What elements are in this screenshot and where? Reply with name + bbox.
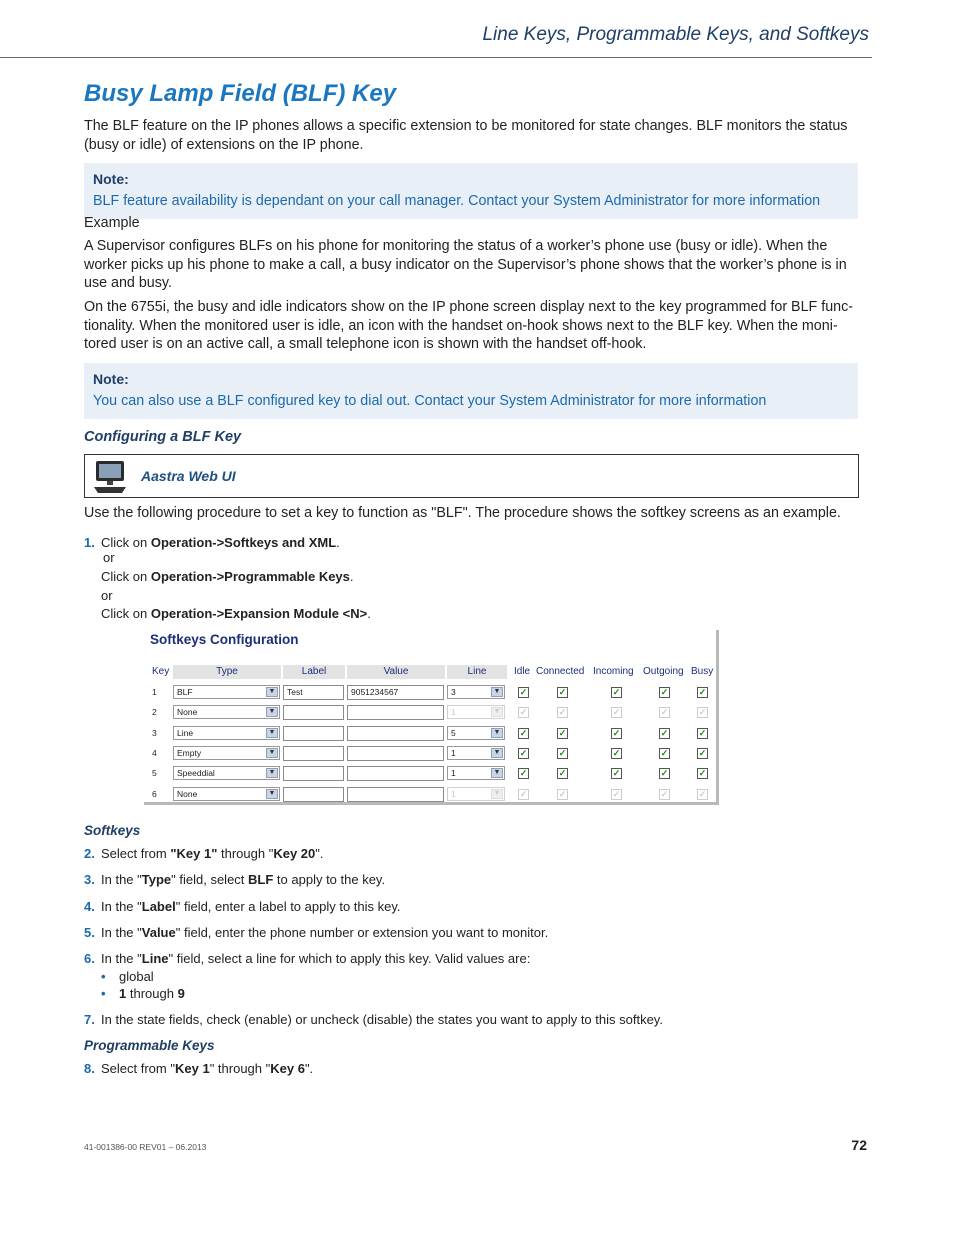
step-text: In the " [101, 872, 142, 887]
bullet-item [101, 986, 185, 1001]
incoming-checkbox[interactable]: ✓ [612, 727, 621, 738]
connected-checkbox[interactable]: ✓ [558, 687, 567, 697]
step-text: " field, select [171, 872, 249, 887]
incoming-checkbox[interactable]: ✓ [612, 768, 621, 779]
chevron-down-icon: ▼ [491, 748, 503, 758]
intro-paragraph: The BLF feature on the IP phones allows a specific extension to be monitored for state changes. BLF monitors the status (busy or idle) of extensions on the IP phone. [84, 118, 848, 153]
step-1-alt-c [101, 606, 371, 622]
step-text: through " [217, 846, 274, 861]
label-input[interactable] [283, 787, 344, 802]
busy-checkbox[interactable]: ✓ [698, 747, 707, 758]
col-header-key: Key [152, 666, 170, 677]
incoming-checkbox: ✓ [612, 788, 621, 799]
note-box-2 [84, 363, 858, 419]
section-title: Busy Lamp Field (BLF) Key [84, 80, 397, 107]
type-select[interactable]: None ▼ [173, 787, 280, 801]
busy-checkbox: ✓ [698, 788, 707, 799]
step-number: 1. [84, 535, 95, 550]
bullet-text: through [126, 986, 178, 1001]
step-text: Click on [101, 535, 151, 550]
value-input[interactable] [347, 705, 444, 720]
idle-checkbox: ✓ [519, 707, 528, 718]
value-input[interactable] [347, 726, 444, 741]
idle-checkbox[interactable]: ✓ [519, 687, 528, 697]
step-text: Click on [101, 606, 151, 621]
busy-checkbox[interactable]: ✓ [698, 768, 707, 779]
footer-doc-id: 41-001386-00 REV01 – 06.2013 [84, 1142, 207, 1152]
step-number: 6. [84, 951, 95, 966]
step-bold: Label [141, 899, 176, 914]
step-8 [84, 1061, 313, 1077]
step-bold: Type [141, 872, 172, 887]
connected-checkbox[interactable]: ✓ [558, 727, 567, 738]
key-number: 2 [152, 707, 157, 718]
step-bold: Key 1 [174, 1061, 210, 1076]
procedure-intro: Use the following procedure to set a key to function as "BLF". The procedure shows the softkey screens as an example. [84, 505, 841, 521]
running-header: Line Keys, Programmable Keys, and Softkeys [482, 24, 869, 45]
type-select[interactable]: Empty ▼ [173, 746, 280, 760]
step-text: " field, select a line for which to apply this key. Valid values are: [168, 951, 531, 966]
bullet-icon: • [101, 969, 106, 984]
step-text: " through " [209, 1061, 271, 1076]
computer-icon [90, 459, 130, 495]
example-paragraph: A Supervisor configures BLFs on his phone for monitoring the status of a worker’s phone use (busy or idle). When the worker picks up his phone to make a call, a busy indicator on the Supervisor’s phone shows that the worker’s phone is in use and busy. [84, 238, 847, 291]
busy-checkbox[interactable]: ✓ [698, 727, 707, 738]
step-bold: Line [141, 951, 169, 966]
col-header-type: Type [173, 665, 281, 679]
softkeys-heading: Softkeys [84, 823, 141, 838]
step-1 [84, 535, 340, 551]
step-text: to apply to the key. [273, 872, 386, 887]
step-text: " field, enter the phone number or extension you want to monitor. [175, 925, 549, 940]
screenshot-title: Softkeys Configuration [150, 632, 299, 647]
idle-checkbox[interactable]: ✓ [519, 768, 528, 779]
key-number: 5 [152, 768, 157, 779]
softkeys-config-screenshot [144, 630, 719, 805]
note-box-1 [84, 163, 858, 219]
outgoing-checkbox[interactable]: ✓ [660, 768, 669, 779]
col-header-busy: Busy [691, 666, 714, 677]
chevron-down-icon: ▼ [266, 728, 278, 738]
step-4 [84, 899, 401, 915]
or-text: or [103, 550, 115, 565]
label-input[interactable] [283, 705, 344, 720]
page-number: 72 [851, 1137, 867, 1153]
chevron-down-icon: ▼ [266, 768, 278, 778]
bullet-icon: • [101, 986, 106, 1001]
label-input[interactable] [283, 766, 344, 781]
step-text: Click on [101, 569, 151, 584]
or-text: or [101, 588, 113, 603]
idle-checkbox[interactable]: ✓ [519, 747, 528, 758]
key-number: 1 [152, 687, 157, 697]
step-number: 4. [84, 899, 95, 914]
step-text: In the state fields, check (enable) or uncheck (disable) the states you want to apply to this softkey. [101, 1012, 663, 1027]
step-text: ". [315, 846, 324, 861]
bullet-bold: 9 [177, 986, 185, 1001]
line-select[interactable]: 1 ▼ [447, 766, 505, 780]
step-text: . [367, 606, 371, 621]
connected-checkbox: ✓ [558, 788, 567, 799]
step-text: Select from " [101, 1061, 175, 1076]
menu-path: Operation->Softkeys and XML [150, 535, 337, 550]
chevron-down-icon: ▼ [266, 748, 278, 758]
bullet-text: global [119, 969, 154, 984]
line-select[interactable]: 3 ▼ [447, 685, 505, 699]
bullet-item [101, 969, 154, 984]
step-5 [84, 925, 548, 941]
outgoing-checkbox: ✓ [660, 707, 669, 718]
value-input[interactable]: 9051234567 [347, 685, 444, 700]
col-header-label: Label [283, 665, 345, 679]
busy-checkbox: ✓ [698, 707, 707, 718]
bullet-bold: 1 [119, 986, 127, 1001]
menu-path: Operation->Programmable Keys [150, 569, 350, 584]
step-text: " field, enter a label to apply to this key. [175, 899, 401, 914]
col-header-connected: Connected [536, 666, 585, 677]
idle-checkbox: ✓ [519, 788, 528, 799]
col-header-value: Value [347, 665, 445, 679]
example-label: Example [84, 215, 140, 231]
incoming-checkbox[interactable]: ✓ [612, 687, 621, 697]
col-header-line: Line [447, 665, 507, 679]
col-header-outgoing: Outgoing [643, 666, 684, 677]
chevron-down-icon: ▼ [491, 728, 503, 738]
label-input[interactable] [283, 746, 344, 761]
chevron-down-icon: ▼ [491, 768, 503, 778]
step-bold: "Key 1" [170, 846, 218, 861]
step-7 [84, 1012, 663, 1028]
step-number: 7. [84, 1012, 95, 1027]
step-text: . [336, 535, 340, 550]
value-input[interactable] [347, 746, 444, 761]
col-header-incoming: Incoming [593, 666, 634, 677]
line-select: 1 ▼ [447, 705, 505, 719]
key-number: 6 [152, 788, 157, 799]
outgoing-checkbox: ✓ [660, 788, 669, 799]
outgoing-checkbox[interactable]: ✓ [660, 687, 669, 697]
type-select[interactable]: None ▼ [173, 705, 280, 719]
note-label: Note: [93, 171, 129, 187]
incoming-checkbox: ✓ [612, 707, 621, 718]
line-select[interactable]: 1 ▼ [447, 746, 505, 760]
step-text: In the " [101, 925, 142, 940]
chevron-down-icon: ▼ [266, 707, 278, 717]
connected-checkbox[interactable]: ✓ [558, 768, 567, 779]
step-number: 2. [84, 846, 95, 861]
web-ui-label: Aastra Web UI [141, 468, 236, 484]
step-3 [84, 872, 385, 888]
header-rule [0, 57, 872, 58]
step-text: In the " [101, 951, 142, 966]
config-heading: Configuring a BLF Key [84, 429, 242, 445]
incoming-checkbox[interactable]: ✓ [612, 747, 621, 758]
step-2 [84, 846, 323, 862]
chevron-down-icon: ▼ [491, 687, 503, 697]
label-input[interactable]: Test [283, 685, 344, 700]
idle-checkbox[interactable]: ✓ [519, 727, 528, 738]
connected-checkbox: ✓ [558, 707, 567, 718]
note-text: BLF feature availability is dependant on your call manager. Contact your System Administrator for more information [93, 193, 821, 209]
step-text: Select from [101, 846, 171, 861]
step-number: 3. [84, 872, 95, 887]
busy-checkbox[interactable]: ✓ [698, 687, 707, 697]
progkeys-heading: Programmable Keys [84, 1038, 215, 1053]
outgoing-checkbox[interactable]: ✓ [660, 727, 669, 738]
value-input[interactable] [347, 787, 444, 802]
p6755-paragraph: On the 6755i, the busy and idle indicators show on the IP phone screen display next to the key programmed for BLF func-tionality. When the monitored user is idle, an icon with the handset on-hook shows next to the BLF key. When the moni-tored user is on an active call, a small telephone icon is shown with the handset off-hook. [84, 299, 854, 352]
label-input[interactable] [283, 726, 344, 741]
type-select[interactable]: Speeddial ▼ [173, 766, 280, 780]
step-number: 5. [84, 925, 95, 940]
outgoing-checkbox[interactable]: ✓ [660, 747, 669, 758]
step-bold: Key 20 [273, 846, 316, 861]
step-text: In the " [101, 899, 142, 914]
chevron-down-icon: ▼ [491, 789, 503, 799]
type-select[interactable]: Line ▼ [173, 726, 280, 740]
step-number: 8. [84, 1061, 95, 1076]
line-select[interactable]: 5 ▼ [447, 726, 505, 740]
step-6 [84, 951, 530, 967]
key-number: 4 [152, 747, 157, 758]
line-select: 1 ▼ [447, 787, 505, 801]
chevron-down-icon: ▼ [266, 687, 278, 697]
value-input[interactable] [347, 766, 444, 781]
note-label: Note: [93, 371, 129, 387]
step-bold: Key 6 [270, 1061, 305, 1076]
step-text: ". [304, 1061, 314, 1076]
step-text: . [349, 569, 354, 584]
step-1-alt-b [101, 569, 354, 585]
connected-checkbox[interactable]: ✓ [558, 747, 567, 758]
web-ui-box [84, 454, 859, 498]
chevron-down-icon: ▼ [491, 707, 503, 717]
menu-path: Operation->Expansion Module <N> [150, 606, 368, 621]
chevron-down-icon: ▼ [266, 789, 278, 799]
col-header-idle: Idle [514, 666, 531, 677]
key-number: 3 [152, 727, 157, 738]
step-bold: Value [141, 925, 176, 940]
type-select[interactable]: BLF ▼ [173, 685, 280, 699]
step-bold: BLF [248, 872, 274, 887]
note-text: You can also use a BLF configured key to dial out. Contact your System Administrator for more information [93, 393, 767, 409]
